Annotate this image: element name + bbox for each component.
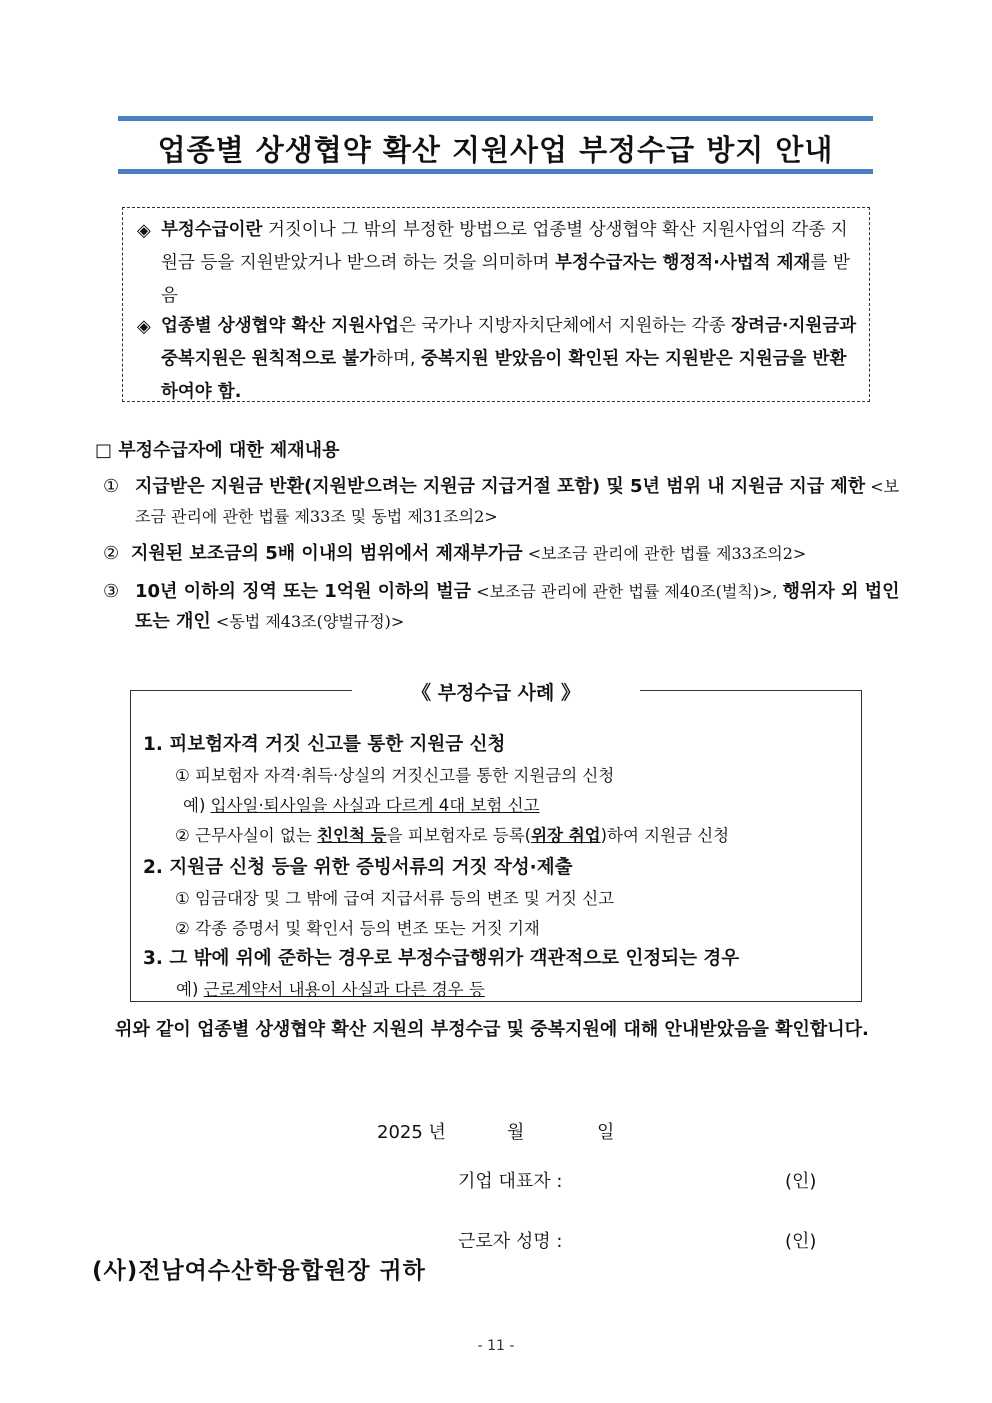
sanction-item-1	[103, 472, 903, 532]
notice-text-duplicate: 업종별 상생협약 확산 지원사업은 국가나 지방자치단체에서 지원하는 각종 장려금·지원금과 중복지원은 원칙적으로 불가하며, 중복지원 받았음이 확인된 자는 지원받은 지원금을 반환 하여야 함.	[161, 316, 857, 402]
sanction-text-3: 10년 이하의 징역 또는 1억원 이하의 벌금 <보조금 관리에 관한 법률 제40조(벌칙)>, 행위자 외 법인 또는 개인 <동법 제43조(양벌규정)>	[135, 581, 900, 632]
sanction-item-3	[103, 577, 903, 637]
example-3-sub-1: 예) 근로계약서 내용이 사실과 다른 경우 등	[176, 980, 485, 999]
example-2-sub-2: ② 각종 증명서 및 확인서 등의 변조 또는 거짓 기재	[175, 919, 540, 938]
date-month-label: 월	[507, 1122, 525, 1143]
sanction-text-1: 지급받은 지원금 반환(지원받으려는 지원금 지급거절 포함) 및 5년 범위 내 지원금 지급 제한 <보조금 관리에 관한 법률 제33조 및 동법 제31조의2>	[135, 476, 900, 526]
diamond-bullet-icon: ◈	[137, 316, 151, 337]
diamond-bullet-icon: ◈	[137, 220, 151, 241]
worker-label: 근로자 성명 :	[458, 1231, 563, 1252]
date-year: 2025 년	[377, 1122, 446, 1143]
example-box-title: 《 부정수급 사례 》	[412, 682, 580, 704]
sanction-item-2	[103, 539, 903, 569]
example-1-sub-3: ② 근무사실이 없는 친인척 등을 피보험자로 등록(위장 취업)하여 지원금 신청	[175, 826, 730, 845]
item-number: ②	[103, 543, 120, 564]
representative-seal: (인)	[785, 1171, 817, 1192]
page-title: 업종별 상생협약 확산 지원사업 부정수급 방지 안내	[157, 133, 834, 167]
date-day-label: 일	[597, 1122, 615, 1143]
example-heading-2: 2. 지원금 신청 등을 위한 증빙서류의 거짓 작성·제출	[143, 857, 573, 878]
confirm-text: 위와 같이 업종별 상생협약 확산 지원의 부정수급 및 중복지원에 대해 안내받았음을 확인합니다.	[115, 1019, 869, 1040]
notice-item-definition	[137, 214, 857, 313]
example-box-top-line-left	[130, 690, 352, 691]
notice-box	[122, 207, 870, 402]
notice-item-duplicate	[137, 310, 857, 409]
example-heading-1: 1. 피보험자격 거짓 신고를 통한 지원금 신청	[143, 734, 506, 755]
example-heading-3: 3. 그 밖에 위에 준하는 경우로 부정수급행위가 객관적으로 인정되는 경우	[143, 948, 740, 969]
notice-text-definition: 부정수급이란 거짓이나 그 밖의 부정한 방법으로 업종별 상생협약 확산 지원사업의 각종 지원금 등을 지원받았거나 받으려 하는 것을 의미하며 부정수급자는 행정적·사법적 제재를 받음	[161, 220, 850, 306]
page-number: - 11 -	[477, 1338, 515, 1354]
addressee: (사)전남여수산학융합원장 귀하	[92, 1258, 426, 1284]
item-number: ③	[103, 581, 120, 602]
example-2-sub-1: ① 임금대장 및 그 밖에 급여 지급서류 등의 변조 및 거짓 신고	[175, 889, 615, 908]
item-number: ①	[103, 476, 120, 497]
worker-seal: (인)	[785, 1231, 817, 1252]
example-1-sub-2: 예) 입사일·퇴사일을 사실과 다르게 4대 보험 신고	[183, 796, 540, 815]
example-box-top-line-right	[640, 690, 862, 691]
title-box	[118, 116, 873, 174]
representative-label: 기업 대표자 :	[458, 1171, 563, 1192]
sanction-text-2: 지원된 보조금의 5배 이내의 범위에서 제재부가금 <보조금 관리에 관한 법률 제33조의2>	[131, 543, 807, 564]
section-heading: □ 부정수급자에 대한 제재내용	[95, 440, 340, 461]
example-1-sub-1: ① 피보험자 자격·취득·상실의 거짓신고를 통한 지원금의 신청	[175, 766, 615, 785]
